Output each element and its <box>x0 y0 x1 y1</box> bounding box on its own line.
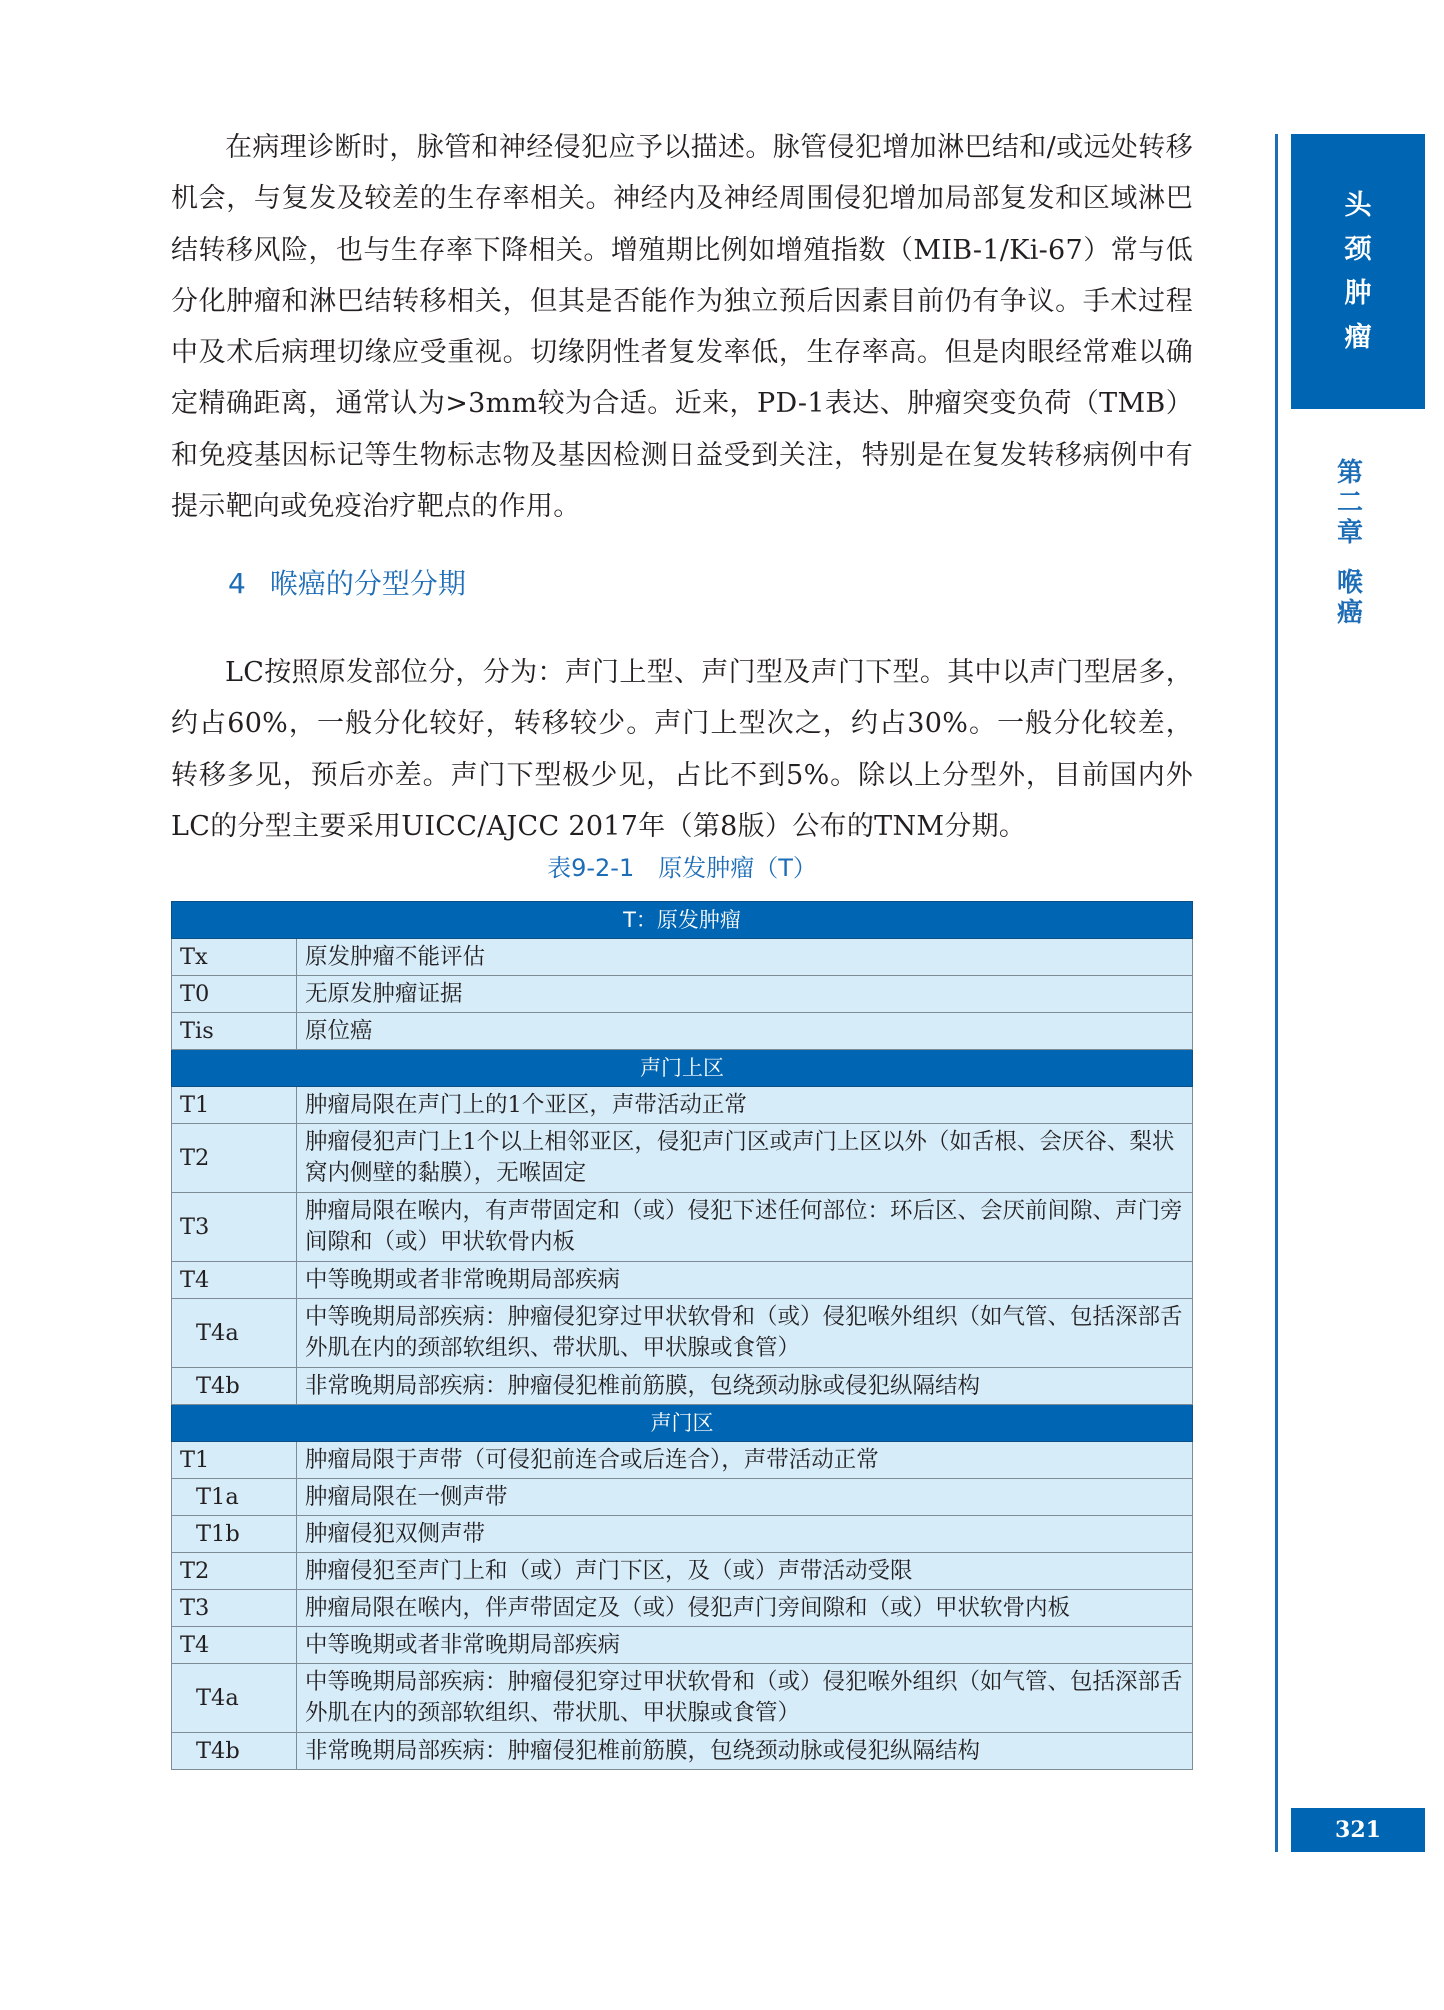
stage-code: T4a <box>172 1664 297 1733</box>
table-row <box>172 1733 1193 1770</box>
chapter-char: 二 <box>1336 488 1363 518</box>
side-tab-char: 瘤 <box>1344 321 1372 353</box>
group-title: 声门上区 <box>172 1050 1193 1087</box>
table-row <box>172 1627 1193 1664</box>
stage-code: T3 <box>172 1193 297 1262</box>
table-row <box>172 976 1193 1013</box>
stage-code: T1a <box>172 1479 297 1516</box>
table-row <box>172 1553 1193 1590</box>
table-row <box>172 1262 1193 1299</box>
chapter-label <box>1333 458 1367 628</box>
side-tab-char: 头 <box>1344 189 1372 221</box>
table-caption: 表9-2-1 原发肿瘤（T） <box>547 854 817 882</box>
stage-code: T2 <box>172 1553 297 1590</box>
table-row <box>172 1193 1193 1262</box>
stage-code: T4a <box>172 1299 297 1368</box>
page-number: 321 <box>1291 1808 1425 1852</box>
margin-rule <box>1275 134 1278 1852</box>
table-group-header <box>172 1050 1193 1087</box>
chapter-char: 第 <box>1336 458 1363 488</box>
table-row <box>172 1124 1193 1193</box>
chapter-char: 癌 <box>1336 598 1363 628</box>
side-tab-char: 肿 <box>1344 277 1372 309</box>
stage-code: T1b <box>172 1516 297 1553</box>
stage-code: T0 <box>172 976 297 1013</box>
group-title: 声门区 <box>172 1405 1193 1442</box>
table-group-header <box>172 1405 1193 1442</box>
section-number: 4 <box>228 567 246 600</box>
side-tab-char: 颈 <box>1344 233 1372 265</box>
stage-code: T4b <box>172 1733 297 1770</box>
stage-code: T1 <box>172 1442 297 1479</box>
table-row <box>172 1664 1193 1733</box>
section-title: 喉癌的分型分期 <box>269 567 466 600</box>
primary-tumor-table <box>171 901 1193 1770</box>
stage-code: T4 <box>172 1262 297 1299</box>
table-row <box>172 1479 1193 1516</box>
stage-description: 无原发肿瘤证据 <box>297 976 1193 1013</box>
stage-description: 中等晚期局部疾病：肿瘤侵犯穿过甲状软骨和（或）侵犯喉外组织（如气管、包括深部舌外肌在内的颈部软组织、带状肌、甲状腺或食管） <box>297 1299 1193 1368</box>
stage-code: T2 <box>172 1124 297 1193</box>
stage-code: Tis <box>172 1013 297 1050</box>
table-row <box>172 1299 1193 1368</box>
table-row <box>172 1590 1193 1627</box>
body-paragraph-classification: LC按照原发部位分，分为：声门上型、声门型及声门下型。其中以声门型居多，约占60%，一般分化较好，转移较少。声门上型次之，约占30%。一般分化较差，转移多见，预后亦差。声门下型极少见，占比不到5%。除以上分型外，目前国内外LC的分型主要采用UICC/AJCC 2017年（第8版）公布的TNM分期。 <box>171 657 1193 842</box>
stage-description: 原发肿瘤不能评估 <box>297 939 1193 976</box>
stage-description: 原位癌 <box>297 1013 1193 1050</box>
stage-description: 中等晚期或者非常晚期局部疾病 <box>297 1627 1193 1664</box>
stage-description: 肿瘤侵犯双侧声带 <box>297 1516 1193 1553</box>
table-row <box>172 1087 1193 1124</box>
stage-description: 非常晚期局部疾病：肿瘤侵犯椎前筋膜，包绕颈动脉或侵犯纵隔结构 <box>297 1368 1193 1405</box>
table-row <box>172 1013 1193 1050</box>
table-row <box>172 939 1193 976</box>
stage-description: 肿瘤侵犯声门上1个以上相邻亚区，侵犯声门区或声门上区以外（如舌根、会厌谷、梨状窝内侧壁的黏膜），无喉固定 <box>297 1124 1193 1193</box>
stage-code: T3 <box>172 1590 297 1627</box>
stage-code: T4 <box>172 1627 297 1664</box>
chapter-char: 章 <box>1336 518 1363 548</box>
section-side-tab <box>1291 134 1425 409</box>
chapter-char: 喉 <box>1336 568 1363 598</box>
stage-code: Tx <box>172 939 297 976</box>
stage-description: 肿瘤局限在喉内，伴声带固定及（或）侵犯声门旁间隙和（或）甲状软骨内板 <box>297 1590 1193 1627</box>
table-row <box>172 1368 1193 1405</box>
table-row <box>172 1442 1193 1479</box>
stage-description: 肿瘤局限于声带（可侵犯前连合或后连合），声带活动正常 <box>297 1442 1193 1479</box>
stage-description: 非常晚期局部疾病：肿瘤侵犯椎前筋膜，包绕颈动脉或侵犯纵隔结构 <box>297 1733 1193 1770</box>
section-heading <box>228 562 466 602</box>
stage-description: 中等晚期或者非常晚期局部疾病 <box>297 1262 1193 1299</box>
stage-code: T4b <box>172 1368 297 1405</box>
group-title: T：原发肿瘤 <box>172 902 1193 939</box>
stage-code: T1 <box>172 1087 297 1124</box>
stage-description: 中等晚期局部疾病：肿瘤侵犯穿过甲状软骨和（或）侵犯喉外组织（如气管、包括深部舌外肌在内的颈部软组织、带状肌、甲状腺或食管） <box>297 1664 1193 1733</box>
stage-description: 肿瘤侵犯至声门上和（或）声门下区，及（或）声带活动受限 <box>297 1553 1193 1590</box>
stage-description: 肿瘤局限在喉内，有声带固定和（或）侵犯下述任何部位：环后区、会厌前间隙、声门旁间隙和（或）甲状软骨内板 <box>297 1193 1193 1262</box>
table-row <box>172 1516 1193 1553</box>
body-paragraph-pathology: 在病理诊断时，脉管和神经侵犯应予以描述。脉管侵犯增加淋巴结和/或远处转移机会，与复发及较差的生存率相关。神经内及神经周围侵犯增加局部复发和区域淋巴结转移风险，也与生存率下降相关。增殖期比例如增殖指数（MIB-1/Ki-67）常与低分化肿瘤和淋巴结转移相关，但其是否能作为独立预后因素目前仍有争议。手术过程中及术后病理切缘应受重视。切缘阴性者复发率低，生存率高。但是肉眼经常难以确定精确距离，通常认为>3mm较为合适。近来，PD-1表达、肿瘤突变负荷（TMB）和免疫基因标记等生物标志物及基因检测日益受到关注，特别是在复发转移病例中有提示靶向或免疫治疗靶点的作用。 <box>171 132 1193 523</box>
stage-description: 肿瘤局限在声门上的1个亚区，声带活动正常 <box>297 1087 1193 1124</box>
table-group-header <box>172 902 1193 939</box>
stage-description: 肿瘤局限在一侧声带 <box>297 1479 1193 1516</box>
